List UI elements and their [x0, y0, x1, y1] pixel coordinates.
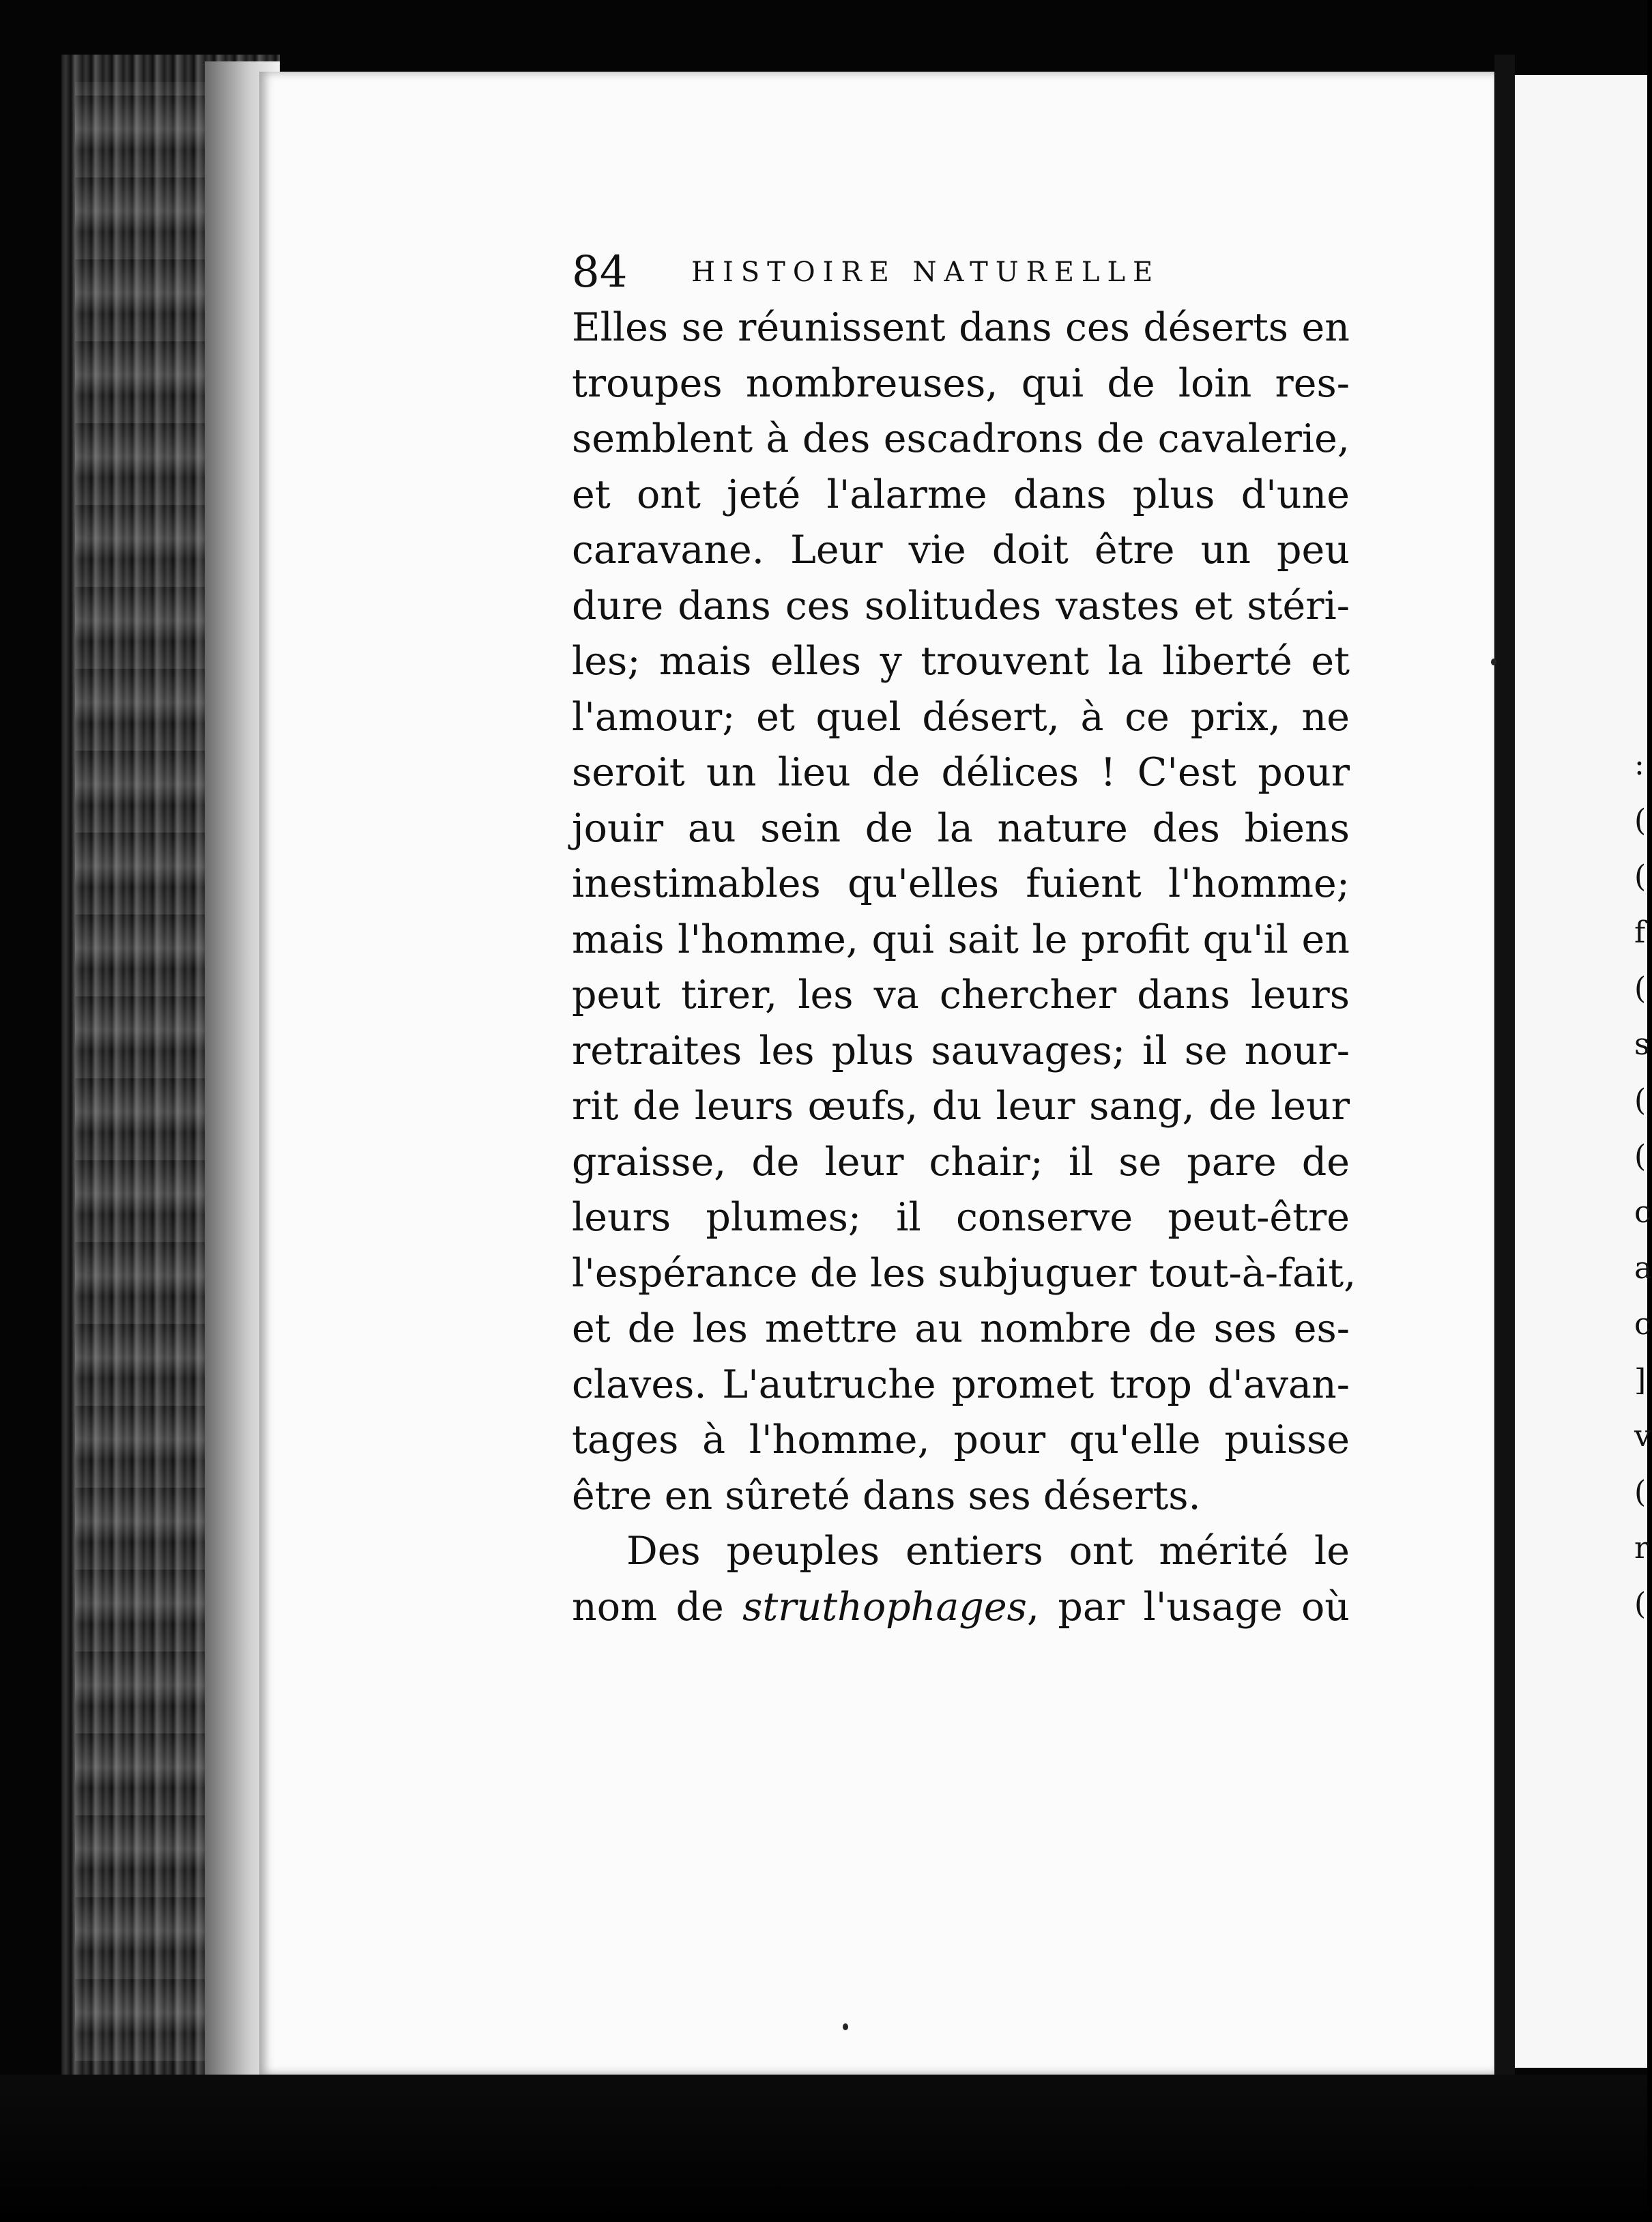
text-line: être en sûreté dans ses déserts.	[572, 1473, 1201, 1518]
text-line: jouir au sein de la nature des biens	[572, 805, 1350, 851]
text-line: troupes nombreuses, qui de loin res-	[572, 360, 1350, 406]
text-line-with-italic	[572, 1580, 1350, 1636]
text-line: semblent à des escadrons de cavalerie,	[572, 416, 1350, 461]
page-number: 84	[572, 247, 628, 298]
text-line: inestimables qu'elles fuient l'homme;	[572, 861, 1350, 906]
running-head	[572, 247, 1254, 298]
text-segment: nom de	[572, 1584, 743, 1630]
scan-speck	[843, 2023, 848, 2030]
running-head-title: HISTOIRE NATURELLE	[691, 257, 1161, 288]
text-line: Elles se réunissent dans ces déserts en	[572, 305, 1350, 350]
text-line: l'espérance de les subjuguer tout-à-fait,	[572, 1250, 1357, 1296]
text-line: claves. L'autruche promet trop d'avan-	[572, 1361, 1350, 1407]
text-segment: , par l'usage où	[1026, 1584, 1350, 1630]
italic-term: struthophages	[742, 1584, 1027, 1630]
text-line: retraites les plus sauvages; il se nour-	[572, 1028, 1350, 1073]
text-line: mais l'homme, qui sait le profit qu'il en	[572, 917, 1350, 962]
text-line: caravane. Leur vie doit être un peu	[572, 528, 1350, 573]
paragraph-start-line: Des peuples entiers ont mérité le	[626, 1529, 1350, 1574]
text-line: l'amour; et quel désert, à ce prix, ne	[572, 694, 1350, 740]
text-line: dure dans ces solitudes vastes et stéri-	[572, 583, 1350, 629]
text-line: graisse, de leur chair; il se pare de	[572, 1139, 1350, 1185]
text-line: les; mais elles y trouvent la liberté et	[572, 639, 1350, 684]
text-line: et ont jeté l'alarme dans plus d'une	[572, 472, 1350, 517]
text-line: rit de leurs œufs, du leur sang, de leur	[572, 1084, 1350, 1129]
scan-speck	[1491, 659, 1496, 665]
body-text	[572, 300, 1357, 1635]
text-line: leurs plumes; il conserve peut-être	[572, 1195, 1350, 1240]
text-line: tages à l'homme, pour qu'elle puisse	[572, 1417, 1350, 1462]
scanner-bottom-edge	[0, 2075, 1647, 2222]
adjacent-page	[1515, 75, 1652, 2068]
text-line: et de les mettre au nombre de ses es-	[572, 1306, 1350, 1351]
text-line: peut tirer, les va chercher dans leurs	[572, 972, 1350, 1018]
gutter-shadow	[1494, 55, 1515, 2095]
adjacent-page-text-fragment: : ( ( f ( s ( ( c a c ] v ( r (	[1634, 747, 1652, 1621]
text-line: seroit un lieu de délices ! C'est pour	[572, 750, 1350, 795]
